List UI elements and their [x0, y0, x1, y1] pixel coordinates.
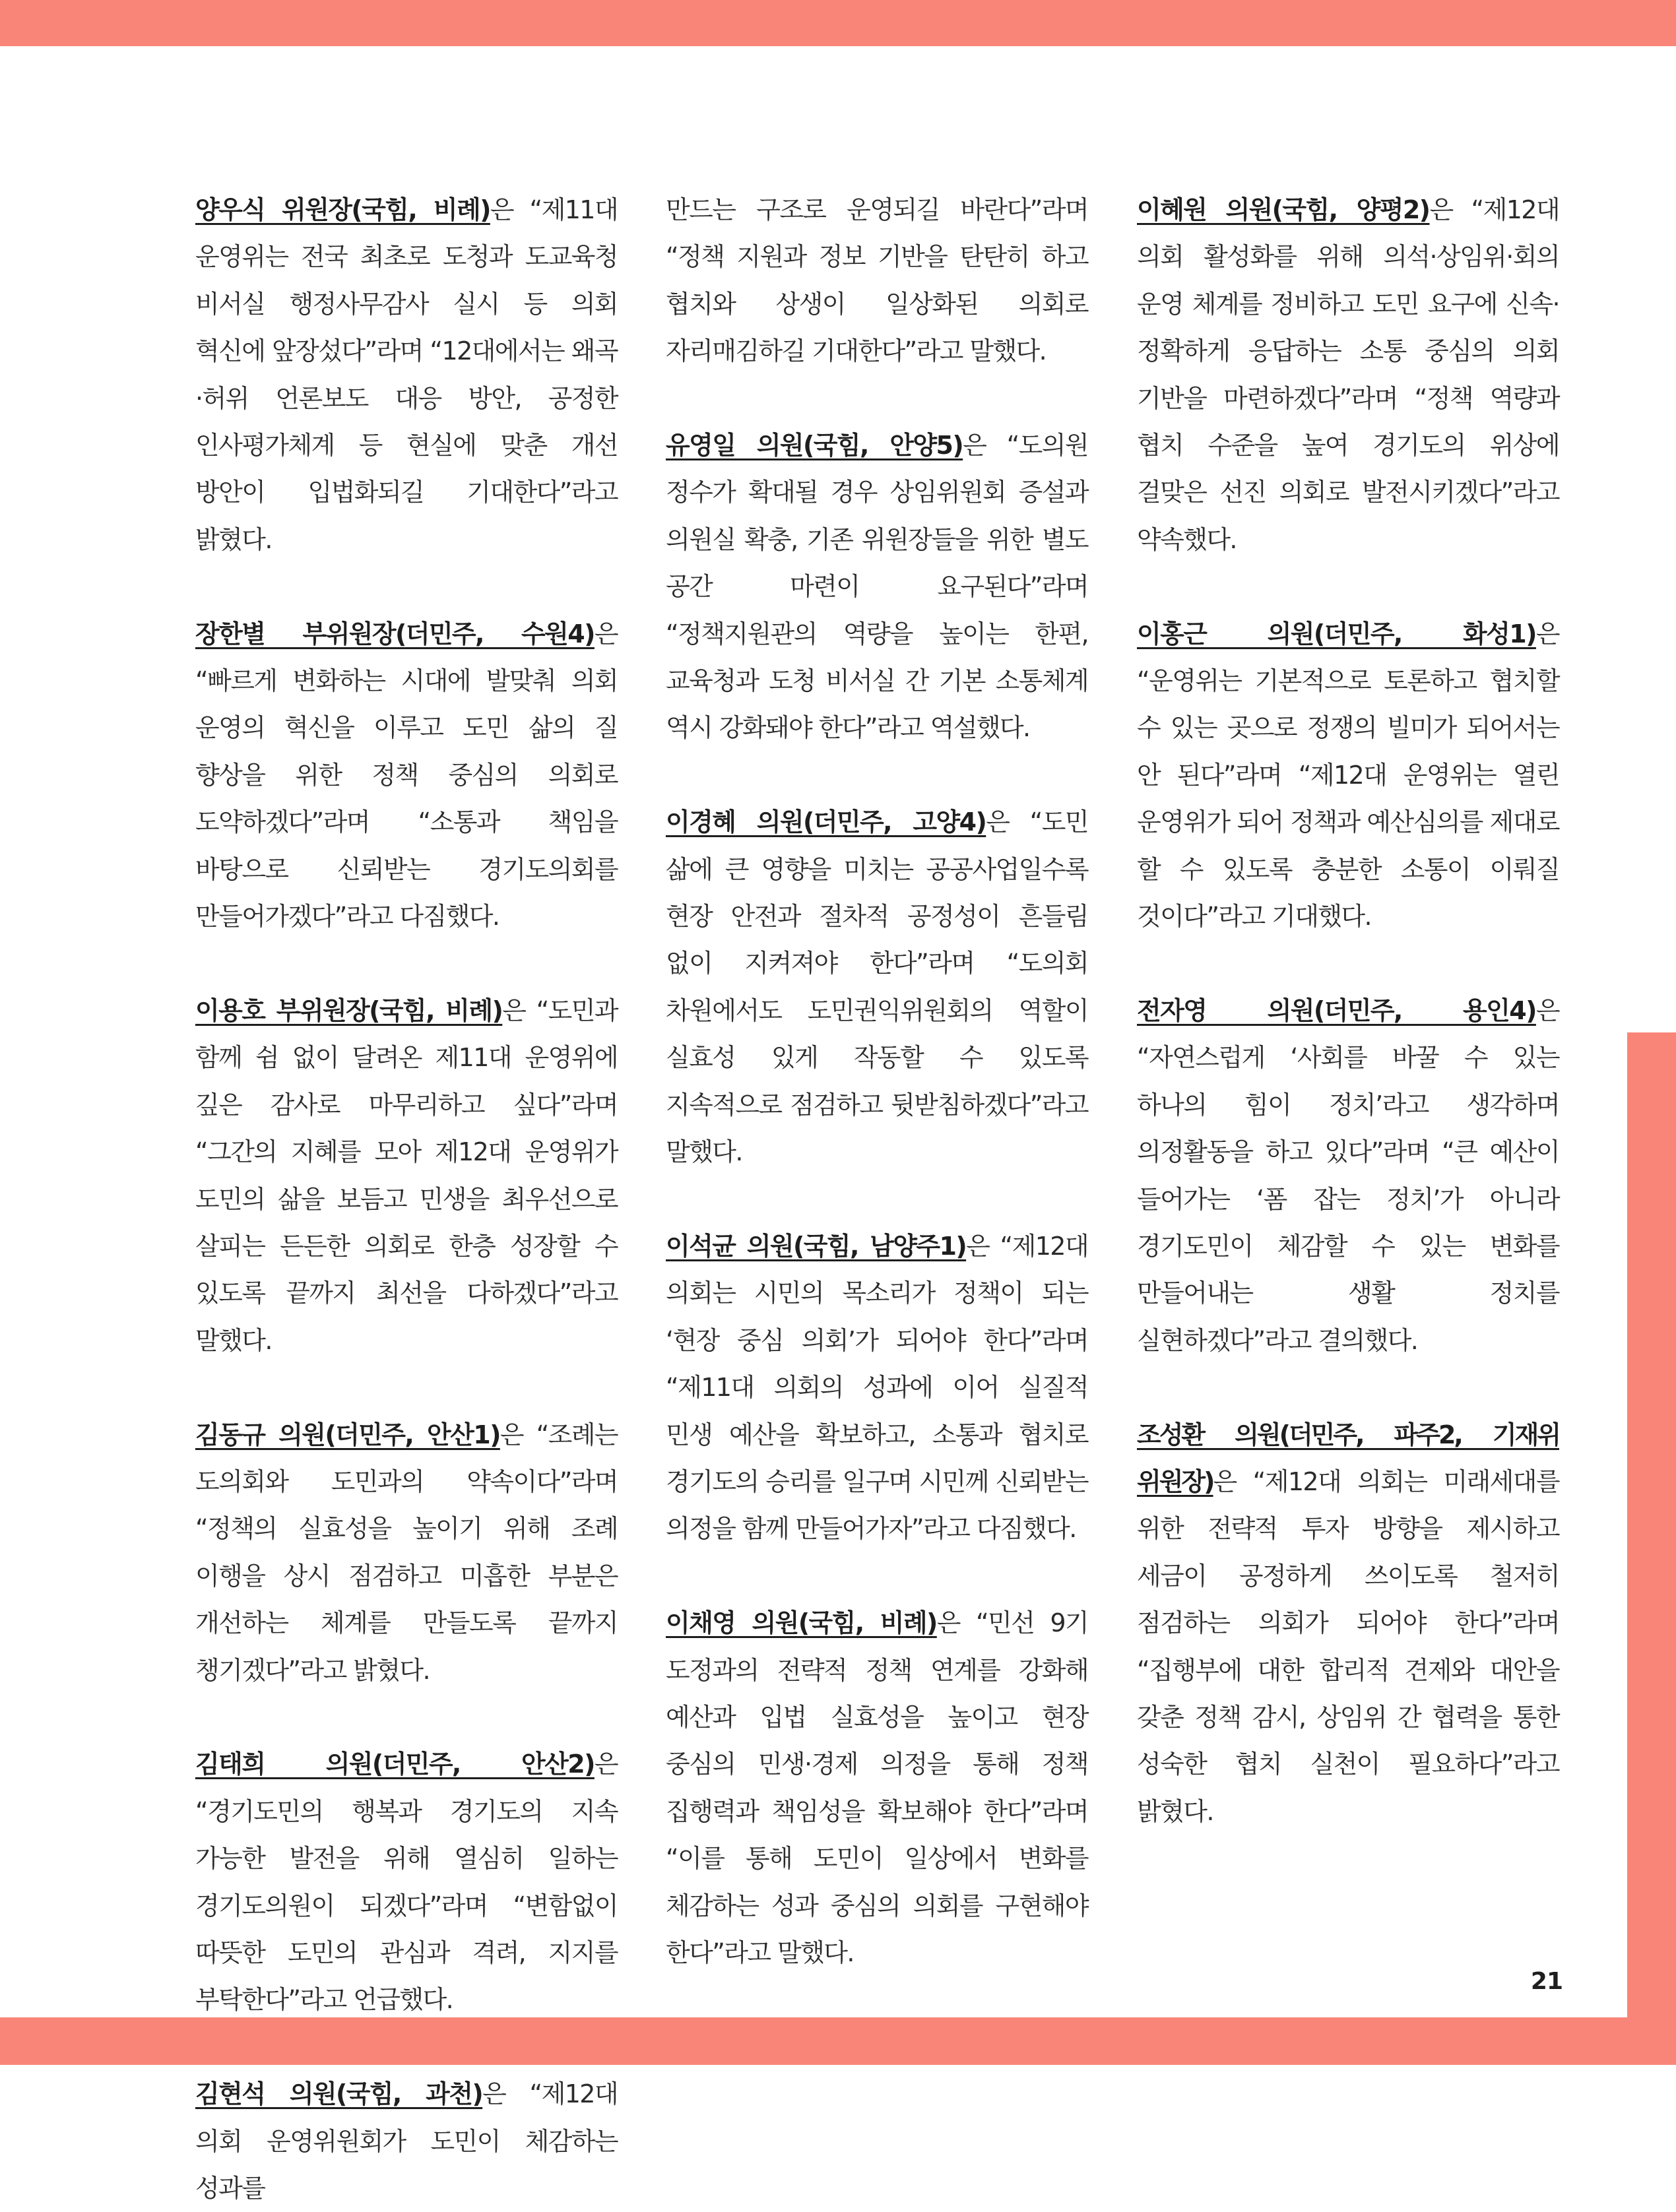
speaker-name: 전자영 의원(더민주, 용인4) — [1137, 995, 1536, 1025]
speaker-name: 이혜원 의원(국힘, 양평2) — [1137, 195, 1430, 224]
top-accent-bar — [0, 0, 1676, 46]
page-number: 21 — [1530, 1968, 1563, 1995]
statement-text: 은 “제12대 의회 활성화를 위해 의석·상임위·회의 운영 체계를 정비하고 도민 요구에 신속·정확하게 응답하는 소통 중심의 의회 기반을 마련하겠다”라며 “정책 역량과 협치 수준을 높여 경기도의 위상에 걸맞은 선진 의회로 발전시키겠다”라고 약속했다. — [1137, 195, 1559, 554]
text-column-3 — [1137, 187, 1559, 1835]
statement-text: 은 “제11대 운영위는 전국 최초로 도청과 도교육청 비서실 행정사무감사 실시 등 의회 혁신에 앞장섰다”라며 “12대에서는 왜곡·허위 언론보도 대응 방안, 공정한 인사평가체계 등 현실에 맞춘 개선 방안이 입법화되길 기대한다”라고 밝혔다. — [195, 195, 618, 554]
statement-text: 만드는 구조로 운영되길 바란다”라며 “정책 지원과 정보 기반을 탄탄히 하고 협치와 상생이 일상화된 의회로 자리매김하길 기대한다”라고 말했다. — [666, 195, 1088, 366]
speaker-name: 이석균 의원(국힘, 남양주1) — [666, 1231, 967, 1261]
speaker-name: 유영일 의원(국힘, 안양5) — [666, 431, 963, 460]
speaker-name: 김현석 의원(국힘, 과천) — [195, 2079, 483, 2109]
speaker-name: 이용호 부위원장(국힘, 비례) — [195, 995, 503, 1025]
statement-paragraph — [195, 988, 618, 1364]
speaker-name: 양우식 위원장(국힘, 비례) — [195, 195, 490, 224]
statement-paragraph — [1137, 611, 1559, 941]
statement-text: 은 “운영위는 기본적으로 토론하고 협치할 수 있는 곳으로 정쟁의 빌미가 되어서는 안 된다”라며 “제12대 운영위는 열린 운영위가 되어 정책과 예산심의를 제대로 할 수 있도록 충분한 소통이 이뤄질 것이다”라고 기대했다. — [1137, 619, 1559, 932]
statement-paragraph — [666, 1223, 1088, 1553]
statement-text: 은 “빠르게 변화하는 시대에 발맞춰 의회 운영의 혁신을 이루고 도민 삶의 질 향상을 위한 정책 중심의 의회로 도약하겠다”라며 “소통과 책임을 바탕으로 신뢰받는 경기도의회를 만들어가겠다”라고 다짐했다. — [195, 619, 618, 932]
statement-paragraph — [1137, 988, 1559, 1364]
speaker-name: 김태희 의원(더민주, 안산2) — [195, 1750, 595, 1779]
statement-paragraph — [666, 799, 1088, 1176]
statement-text: 은 “민선 9기 도정과의 전략적 정책 연계를 강화해 예산과 입법 실효성을 높이고 현장 중심의 민생·경제 의정을 통해 정책 집행력과 책임성을 확보해야 한다”라며 “이를 통해 도민이 일상에서 변화를 체감하는 성과 중심의 의회를 구현해야 한다”라고 말했다. — [666, 1608, 1088, 1967]
speaker-name: 장한별 부위원장(더민주, 수원4) — [195, 619, 595, 648]
statement-text: 은 “도의원 정수가 확대될 경우 상임위원회 증설과 의원실 확충, 기존 위원장들을 위한 별도 공간 마련이 요구된다”라며 “정책지원관의 역량을 높이는 한편, 교육청과 도청 비서실 간 기본 소통체계 역시 강화돼야 한다”라고 역설했다. — [666, 431, 1088, 743]
statement-text: 은 “자연스럽게 ‘사회를 바꿀 수 있는 하나의 힘이 정치’라고 생각하며 의정활동을 하고 있다”라며 “큰 예산이 들어가는 ‘폼 잡는 정치’가 아니라 경기도민이 체감할 수 있는 변화를 만들어내는 생활 정치를 실현하겠다”라고 결의했다. — [1137, 995, 1559, 1355]
speaker-name: 이채영 의원(국힘, 비례) — [666, 1608, 937, 1638]
statement-paragraph — [195, 187, 618, 563]
statement-text: 은 “경기도민의 행복과 경기도의 지속 가능한 발전을 위해 열심히 일하는 경기도의원이 되겠다”라며 “변함없이 따뜻한 도민의 관심과 격려, 지지를 부탁한다”라고 언급했다. — [195, 1750, 618, 2015]
statement-paragraph-continued — [666, 187, 1088, 375]
statement-text: 은 “제12대 의회는 시민의 목소리가 정책이 되는 ‘현장 중심 의회’가 되어야 한다”라며 “제11대 의회의 성과에 이어 실질적 민생 예산을 확보하고, 소통과 협치로 경기도의 승리를 일구며 시민께 신뢰받는 의정을 함께 만들어가자”라고 다짐했다. — [666, 1231, 1088, 1544]
statement-text: 은 “제12대 의회는 미래세대를 위한 전략적 투자 방향을 제시하고 세금이 공정하게 쓰이도록 철저히 점검하는 의회가 되어야 한다”라며 “집행부에 대한 합리적 견제와 대안을 갖춘 정책 감시, 상임위 간 협력을 통한 성숙한 협치 실천이 필요하다”라고 밝혔다. — [1137, 1467, 1559, 1826]
speaker-name: 이홍근 의원(더민주, 화성1) — [1137, 619, 1536, 648]
speaker-name: 김동규 의원(더민주, 안산1) — [195, 1420, 500, 1449]
text-column-2 — [666, 187, 1088, 1976]
text-column-1 — [195, 187, 618, 2212]
statement-paragraph — [1137, 1412, 1559, 1836]
statement-paragraph — [666, 1600, 1088, 1976]
speaker-name: 조성환 의원(더민주, 파주2, 기재위 위원장) — [1137, 1420, 1559, 1496]
statement-paragraph — [195, 611, 618, 941]
statement-text: 은 “조례는 도의회와 도민과의 약속이다”라며 “정책의 실효성을 높이기 위해 조례 이행을 상시 점검하고 미흡한 부분은 개선하는 체계를 만들도록 끝까지 챙기겠다”라고 밝혔다. — [195, 1420, 618, 1685]
statement-paragraph — [195, 2071, 618, 2212]
statement-paragraph — [195, 1741, 618, 2023]
statement-text: 은 “도민과 함께 쉼 없이 달려온 제11대 운영위에 깊은 감사로 마무리하고 싶다”라며 “그간의 지혜를 모아 제12대 운영위가 도민의 삶을 보듬고 민생을 최우선으로 살피는 든든한 의회로 한층 성장할 수 있도록 끝까지 최선을 다하겠다”라고 말했다. — [195, 995, 618, 1355]
statement-paragraph — [1137, 187, 1559, 563]
statement-paragraph — [666, 422, 1088, 752]
statement-text: 은 “도민 삶에 큰 영향을 미치는 공공사업일수록 현장 안전과 절차적 공정성이 흔들림 없이 지켜져야 한다”라며 “도의회 차원에서도 도민권익위원회의 역할이 실효성 있게 작동할 수 있도록 지속적으로 점검하고 뒷받침하겠다”라고 말했다. — [666, 807, 1088, 1167]
statement-text: 은 “제12대 의회 운영위원회가 도민이 체감하는 성과를 — [195, 2079, 618, 2203]
speaker-name: 이경혜 의원(더민주, 고양4) — [666, 807, 986, 837]
side-accent-bar — [1627, 1032, 1676, 2065]
statement-paragraph — [195, 1412, 618, 1694]
